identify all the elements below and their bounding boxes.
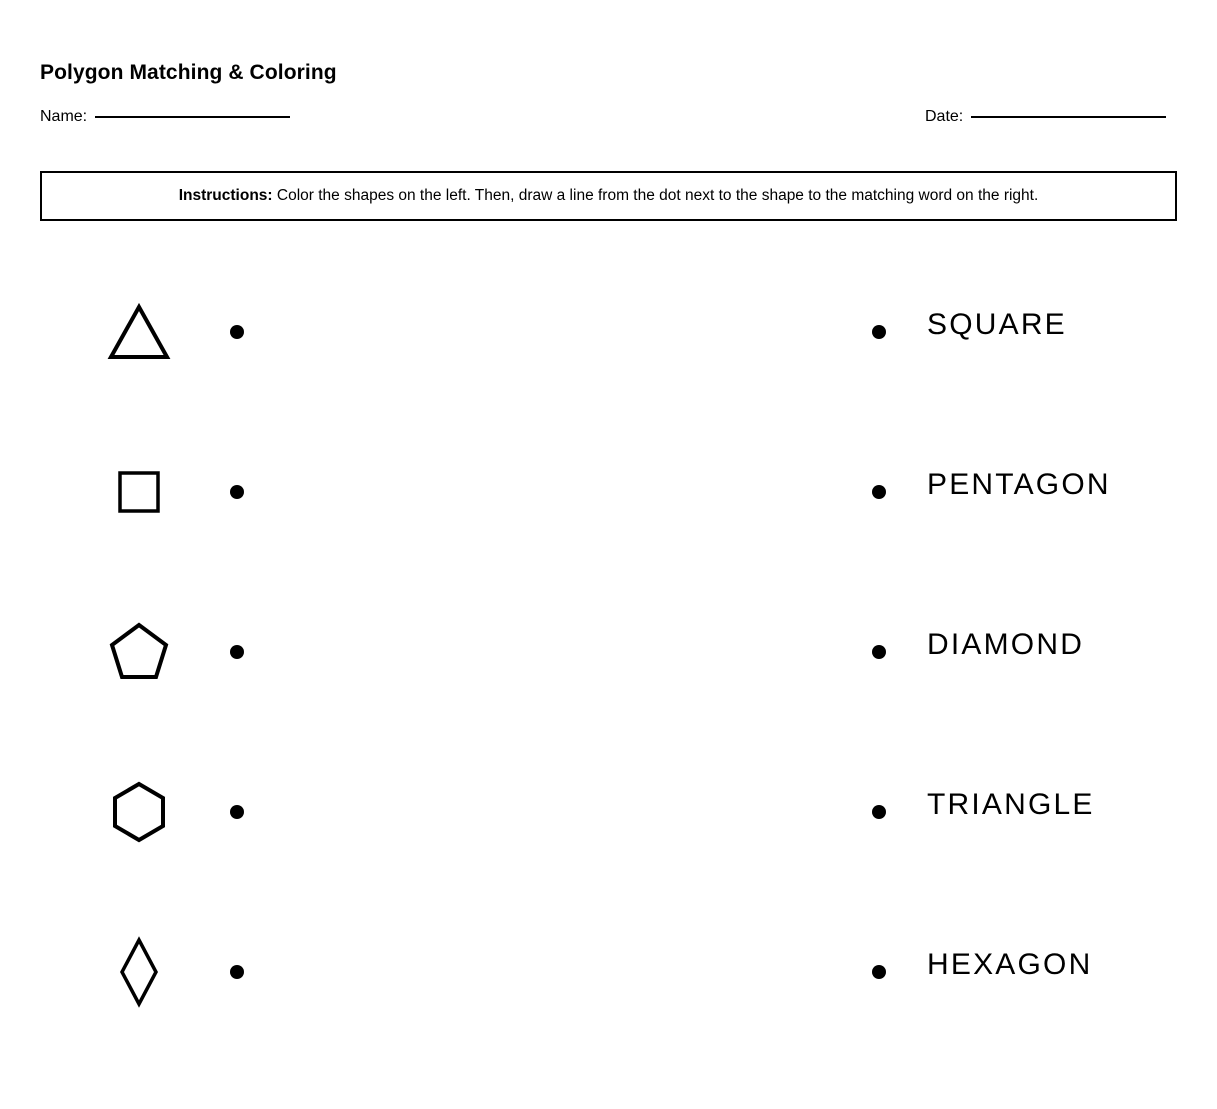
shape-connector-dot[interactable] <box>230 485 244 499</box>
name-field-writing-line[interactable] <box>95 116 290 118</box>
word-connector-dot[interactable] <box>872 645 886 659</box>
shape-connector-dot[interactable] <box>230 645 244 659</box>
word-connector-dot[interactable] <box>872 965 886 979</box>
word-connector-dot[interactable] <box>872 325 886 339</box>
date-field-label: Date: <box>925 108 964 125</box>
date-field-writing-line[interactable] <box>971 116 1166 118</box>
matching-area <box>0 252 1217 1052</box>
name-field-label: Name: <box>40 108 88 125</box>
shape-square[interactable] <box>104 452 174 532</box>
table-row <box>0 732 1217 892</box>
word-label-square[interactable]: SQUARE <box>927 308 1067 341</box>
shape-connector-dot[interactable] <box>230 965 244 979</box>
shape-triangle[interactable] <box>104 292 174 372</box>
shape-connector-dot[interactable] <box>230 805 244 819</box>
instructions-label: Instructions: <box>178 187 273 204</box>
instructions-box <box>40 171 1177 221</box>
shape-pentagon[interactable] <box>104 612 174 692</box>
shape-diamond[interactable] <box>104 932 174 1012</box>
table-row <box>0 252 1217 412</box>
date-field <box>925 107 1166 127</box>
table-row <box>0 892 1217 1052</box>
table-row <box>0 412 1217 572</box>
instructions-text <box>179 186 1039 206</box>
shape-connector-dot[interactable] <box>230 325 244 339</box>
table-row <box>0 572 1217 732</box>
word-label-diamond[interactable]: DIAMOND <box>927 628 1085 661</box>
word-connector-dot[interactable] <box>872 485 886 499</box>
instructions-body: Color the shapes on the left. Then, draw a line from the dot next to the shape to the matching word on the right. <box>276 187 1039 204</box>
word-label-triangle[interactable]: TRIANGLE <box>927 788 1095 821</box>
word-label-hexagon[interactable]: HEXAGON <box>927 948 1093 981</box>
word-connector-dot[interactable] <box>872 805 886 819</box>
page-title: Polygon Matching & Coloring <box>40 61 337 84</box>
name-field <box>40 107 290 127</box>
word-label-pentagon[interactable]: PENTAGON <box>927 468 1111 501</box>
shape-hexagon[interactable] <box>104 772 174 852</box>
